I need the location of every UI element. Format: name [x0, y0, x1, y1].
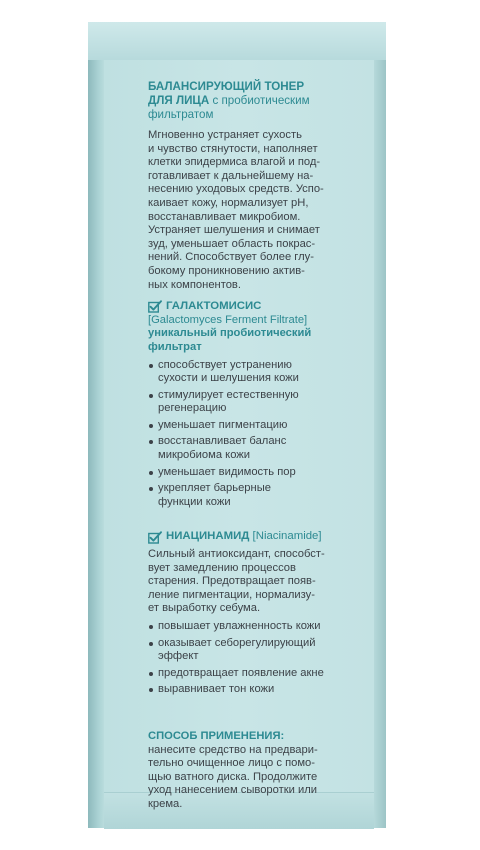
- description-line: каивает кожу, нормализует pH,: [148, 196, 309, 209]
- title-line-2-light: с пробиотическим: [209, 94, 310, 107]
- list-item: [148, 359, 360, 386]
- ingredient-latin: [148, 314, 360, 328]
- list-item: [148, 620, 360, 634]
- list-item: [148, 419, 360, 433]
- ingredient-niacinamide: [148, 530, 360, 697]
- benefit-line: стимулирует естественную: [158, 388, 299, 401]
- ingredient-latin-text: [Galactomyces Ferment Filtrate]: [148, 313, 308, 326]
- benefit-line: эффект: [158, 650, 199, 663]
- benefit-line: регенерацию: [158, 402, 227, 415]
- box-right-edge: [374, 60, 386, 828]
- benefit-line: предотвращает появление акне: [158, 666, 324, 679]
- checkmark-square-icon: [148, 300, 162, 313]
- benefit-line: восстанавливает баланс: [158, 435, 287, 448]
- ingredient-description: [148, 548, 360, 616]
- benefit-line: выравнивает тон кожи: [158, 683, 275, 696]
- ingredient-subtitle-1: уникальный пробиотический: [148, 327, 312, 340]
- description-line: Мгновенно устраняет сухость: [148, 129, 302, 141]
- usage-title: СПОСОБ ПРИМЕНЕНИЯ:: [148, 729, 285, 742]
- description-line: бокому проникновению актив-: [148, 264, 305, 277]
- ingredient-subtitle-2: фильтрат: [148, 340, 202, 353]
- title-line-3: фильтратом: [148, 108, 214, 121]
- title-line-2-bold: ДЛЯ ЛИЦА: [148, 94, 210, 107]
- ingredient-name-text: НИАЦИНАМИД: [166, 530, 250, 543]
- ingredient-name: ГАЛАКТОМИСИС: [166, 300, 262, 313]
- ingredient-heading: [148, 300, 360, 314]
- label-text-block: [148, 80, 360, 812]
- spacer: [148, 700, 360, 730]
- description-line: клетки эпидермиса влагой и под-: [148, 156, 321, 169]
- description-line: ление пигментации, нормализу-: [148, 588, 315, 601]
- usage-line: крема.: [148, 797, 183, 810]
- benefit-line: уменьшает видимость пор: [158, 465, 296, 478]
- benefit-line: уменьшает пигментацию: [158, 418, 288, 431]
- description-line: готавливает к дальнейшему на-: [148, 169, 314, 182]
- box-top-flap: [88, 22, 386, 61]
- list-item: [148, 667, 360, 681]
- usage-line: тельно очищенное лицо с помо-: [148, 757, 315, 770]
- benefit-line: сухости и шелушения кожи: [158, 372, 299, 385]
- usage-line: уход нанесением сыворотки или: [148, 784, 318, 797]
- title-line-2: [148, 94, 360, 108]
- list-item: [148, 435, 360, 462]
- list-item: [148, 683, 360, 697]
- description-line: несению уходовых средств. Успо-: [148, 183, 324, 196]
- list-item: [148, 637, 360, 664]
- usage-line: щью ватного диска. Продолжите: [148, 770, 318, 783]
- benefit-line: функции кожи: [158, 495, 231, 508]
- box-left-edge: [88, 60, 104, 828]
- description-line: ных компонентов.: [148, 278, 241, 291]
- title-line-1: БАЛАНСИРУЮЩИЙ ТОНЕР: [148, 80, 305, 93]
- list-item: [148, 482, 360, 509]
- benefit-line: укрепляет барьерные: [158, 482, 271, 495]
- product-description: [148, 129, 360, 292]
- ingredient-galactomyces: [148, 300, 360, 509]
- spacer: [148, 512, 360, 526]
- usage-line: нанесите средство на предвари-: [148, 743, 318, 756]
- usage-section: [148, 730, 360, 812]
- description-line: нений. Способствует более глу-: [148, 251, 314, 264]
- benefit-line: микробиома кожи: [158, 449, 251, 462]
- description-line: Устраняет шелушения и снимает: [148, 224, 320, 237]
- benefit-line: способствует устранению: [158, 358, 292, 371]
- description-line: ет выработку себума.: [148, 602, 261, 615]
- list-item: [148, 389, 360, 416]
- description-line: вует замедлению процессов: [148, 561, 296, 574]
- description-line: зуд, уменьшает область покрас-: [148, 237, 316, 250]
- benefit-line: повышает увлажненность кожи: [158, 620, 321, 632]
- ingredient-heading: [148, 530, 360, 544]
- benefit-list: [148, 359, 360, 510]
- description-line: старения. Предотвращает появ-: [148, 575, 316, 588]
- list-item: [148, 466, 360, 480]
- checkmark-square-icon: [148, 531, 162, 544]
- description-line: Сильный антиоксидант, способст-: [148, 548, 325, 561]
- benefit-list: [148, 620, 360, 697]
- ingredient-latin-text: [Niacinamide]: [249, 530, 322, 543]
- product-title: [148, 80, 360, 122]
- description-line: и чувство стянутости, наполняет: [148, 142, 318, 155]
- ingredient-name: [166, 530, 322, 544]
- description-line: восстанавливает микробиом.: [148, 210, 301, 223]
- benefit-line: оказывает себорегулирующий: [158, 636, 316, 649]
